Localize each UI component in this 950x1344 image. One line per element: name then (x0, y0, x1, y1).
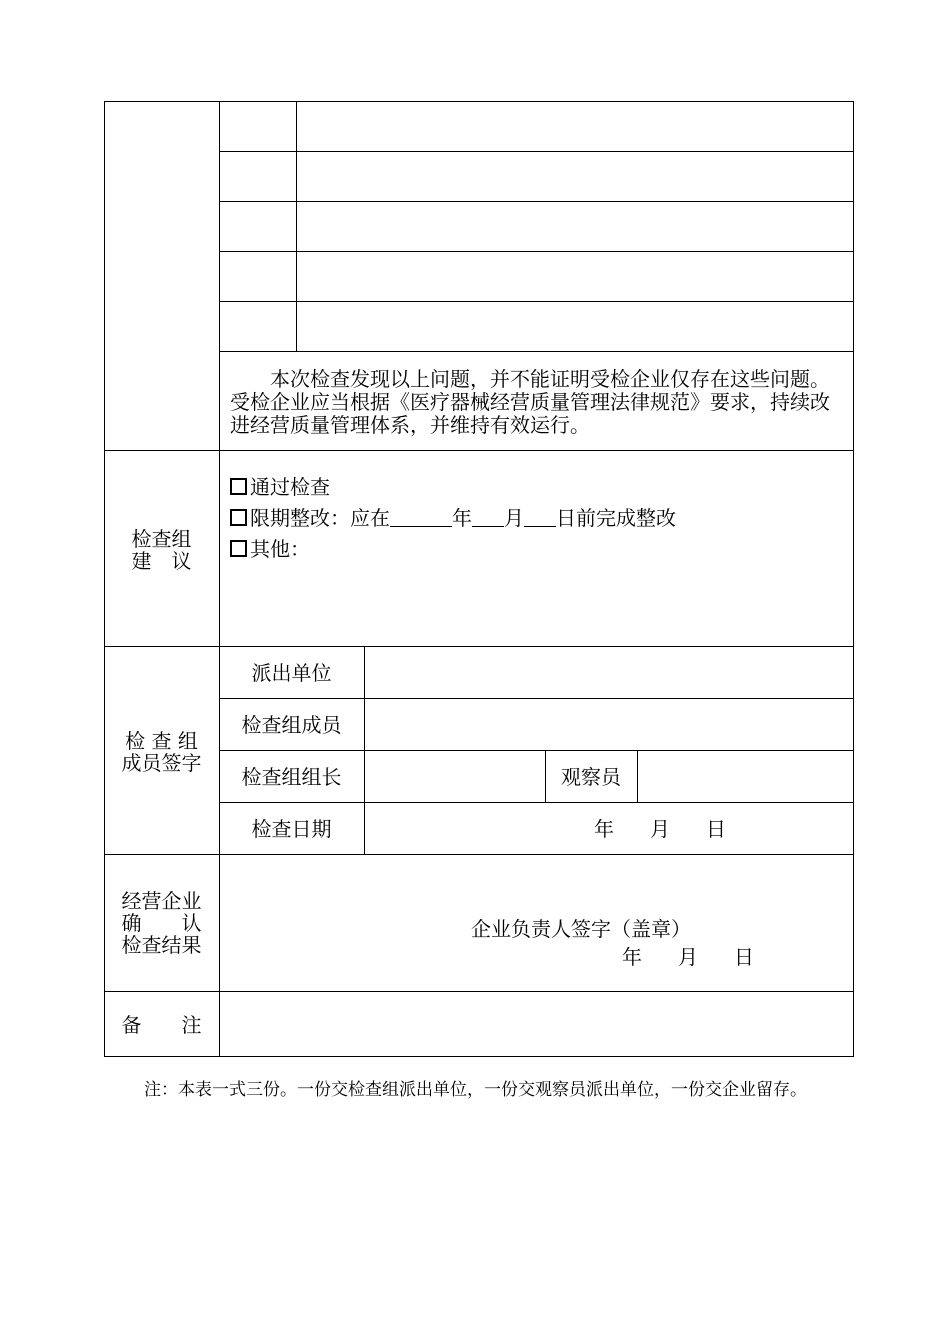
section-line-suggestion (104, 450, 854, 451)
problem-row-line-3 (219, 251, 854, 252)
confirmation-label: 经营企业 确 认 检查结果 (121, 889, 202, 957)
check-date-day: 日 (706, 817, 726, 841)
enterprise-signature-label: 企业负责人签字（盖章） (471, 917, 691, 941)
checkbox-pass[interactable] (230, 478, 247, 495)
members-row-line-3 (219, 802, 854, 803)
checkbox-rectify[interactable] (230, 509, 247, 526)
section-line-remarks (104, 991, 854, 992)
observer-divider-right (637, 750, 638, 802)
checkbox-other[interactable] (230, 540, 247, 557)
problem-row-line-4 (219, 301, 854, 302)
problem-notice-text: 本次检查发现以上问题，并不能证明受检企业仅存在这些问题。受检企业应当根据《医疗器械经营质量管理法律规范》要求，持续改进经营质量管理体系，并维持有效运行。 (230, 367, 830, 437)
problem-row-line-5 (219, 351, 854, 352)
dispatch-unit-label: 派出单位 (251, 661, 332, 685)
check-date-month: 月 (650, 817, 670, 841)
section-line-confirmation (104, 854, 854, 855)
day-blank[interactable] (524, 508, 556, 527)
members-row-line-1 (219, 698, 854, 699)
remarks-label: 备 注 (121, 1013, 202, 1037)
group-leader-label: 检查组组长 (241, 765, 342, 789)
observer-label: 观察员 (561, 765, 621, 789)
problem-rows-divider (296, 101, 297, 352)
confirm-month: 月 (678, 945, 698, 969)
check-date-label: 检查日期 (251, 817, 332, 841)
option-other[interactable]: 其他： (230, 537, 310, 561)
confirm-day: 日 (734, 945, 754, 969)
label-column-divider (219, 101, 220, 1057)
section-line-members (104, 646, 854, 647)
suggestion-label: 检查组 建 议 (131, 527, 192, 573)
month-blank[interactable] (472, 508, 504, 527)
footnote: 注：本表一式三份。一份交检查组派出单位，一份交观察员派出单位，一份交企业留存。 (144, 1080, 807, 1100)
year-blank[interactable] (390, 508, 452, 527)
members-label: 检 查 组 成员签字 (121, 729, 202, 775)
check-date-year: 年 (594, 817, 614, 841)
option-pass[interactable]: 通过检查 (230, 475, 330, 499)
problem-row-line-1 (219, 151, 854, 152)
confirm-year: 年 (622, 945, 642, 969)
problem-row-line-2 (219, 201, 854, 202)
option-rectify[interactable]: 限期整改：应在 年 月 日前完成整改 (230, 506, 676, 530)
group-members-label: 检查组成员 (241, 713, 342, 737)
members-row-line-2 (219, 750, 854, 751)
